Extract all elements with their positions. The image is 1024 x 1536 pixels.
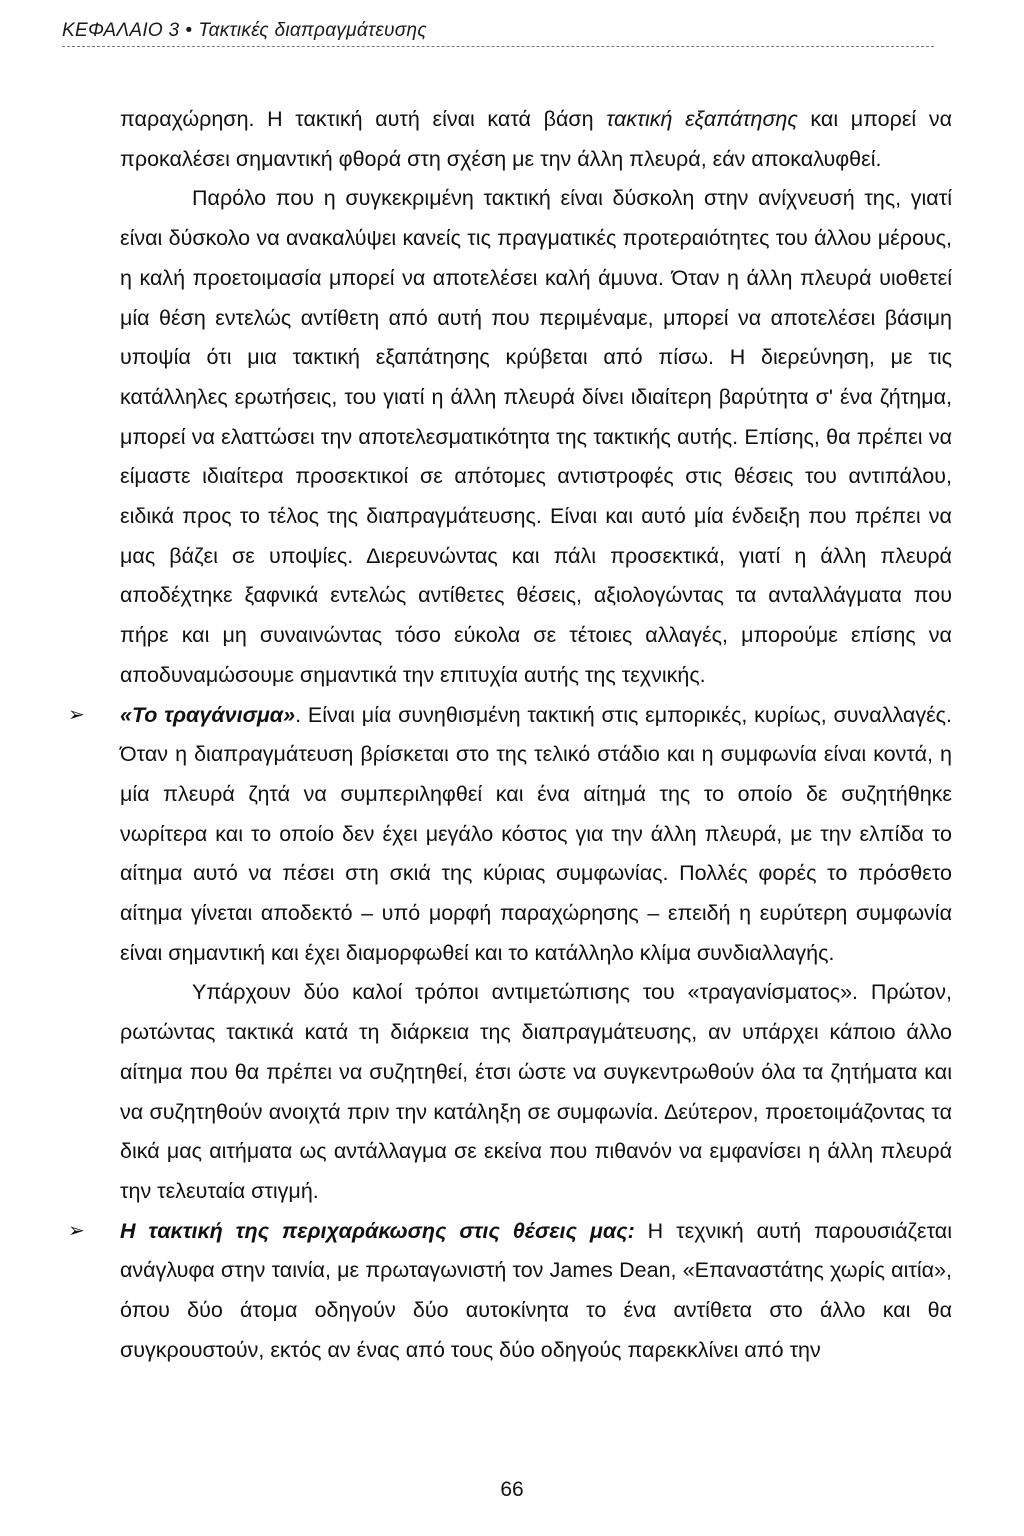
paragraph-1	[120, 100, 952, 179]
chapter-label: ΚΕΦΑΛΑΙΟ 3	[62, 20, 180, 41]
paragraph-1-text-a: παραχώρηση. Η τακτική αυτή είναι κατά βάση	[120, 107, 607, 131]
bullet-term-nibbling: «Το τραγάνισμα»	[120, 702, 296, 727]
arrow-bullet-icon: ➢	[68, 703, 85, 726]
bullet-item-nibbling	[68, 696, 953, 974]
bullet-text-nibbling: . Είναι μία συνηθισμένη τακτική στις εμπορικές, κυρίως, συναλλαγές. Όταν η διαπραγμάτευση βρίσκεται στο της τελικό στάδιο και η συμφωνία είναι κοντά, η μία πλευρά ζητά να συμπεριληφθεί και ένα αίτημά της το οποίο δε συζητήθηκε νωρίτερα και το οποίο δεν έχει μεγάλο κόστος για την άλλη πλευρά, με την ελπίδα το αίτημα αυτό να πέσει στη σκιά της κύριας συμφωνίας. Πολλές φορές το πρόσθετο αίτημα γίνεται αποδεκτό – υπό μορφή παραχώρησης – επειδή η ευρύτερη συμφωνία είναι σημαντική και έχει διαμορφωθεί και το κατάλληλο κλίμα συνδιαλλαγής.	[120, 702, 953, 965]
paragraph-1-text-c: και μπορεί να προκαλέσει σημαντική φθορά στη σχέση με την άλλη πλευρά, εάν αποκαλυφθεί.	[120, 107, 953, 171]
page-number: 66	[500, 1478, 524, 1501]
arrow-bullet-icon: ➢	[68, 1219, 85, 1242]
bullet-term-entrenchment: Η τακτική της περιχαράκωσης στις θέσεις μας:	[120, 1218, 635, 1243]
running-header	[62, 20, 427, 42]
body-text	[68, 100, 953, 1371]
term-deception-tactic: τακτική εξαπάτησης	[606, 107, 798, 131]
header-rule	[62, 46, 934, 47]
bullet-item-entrenchment	[68, 1212, 952, 1371]
paragraph-2: Παρόλο που η συγκεκριμένη τακτική είναι δύσκολη στην ανίχνευσή της, γιατί είναι δύσκολο να ανακαλύψει κανείς τις πραγματικές προτεραιότητες του άλλου μέρους, η καλή προετοιμασία μπορεί να αποτελέσει καλή άμυνα. Όταν η άλλη πλευρά υιοθετεί μία θέση εντελώς αντίθετη από αυτή που περιμέναμε, μπορεί να αποτελέσει βάσιμη υποψία ότι μια τακτική εξαπάτησης κρύβεται από πίσω. Η διερεύνηση, με τις κατάλληλες ερωτήσεις, του γιατί η άλλη πλευρά δίνει ιδιαίτερη βαρύτητα σ' ένα ζήτημα, μπορεί να ελαττώσει την αποτελεσματικότητα της τακτικής αυτής. Επίσης, θα πρέπει να είμαστε ιδιαίτερα προσεκτικοί σε απότομες αντιστροφές στις θέσεις του αντιπάλου, ειδικά προς το τέλος της διαπραγμάτευσης. Είναι και αυτό μία ένδειξη που πρέπει να μας βάζει σε υποψίες. Διερευνώντας και πάλι προσεκτικά, γιατί η άλλη πλευρά αποδέχτηκε ξαφνικά εντελώς αντίθετες θέσεις, αξιολογώντας τα ανταλλάγματα που πήρε και μη συναινώντας τόσο εύκολα σε τέτοιες αλλαγές, μπορούμε επίσης να αποδυναμώσουμε σημαντικά την επιτυχία αυτής της τεχνικής.	[120, 186, 952, 687]
chapter-title: Τακτικές διαπραγμάτευσης	[198, 20, 427, 41]
header-separator: •	[185, 20, 193, 41]
paragraph-3: Υπάρχουν δύο καλοί τρόποι αντιμετώπισης του «τραγανίσματος». Πρώτον, ρωτώντας τακτικά κατά τη διάρκεια της διαπραγμάτευσης, αν υπάρχει κάποιο άλλο αίτημα που θα πρέπει να συζητηθεί, έτσι ώστε να συγκεντρωθούν όλα τα ζητήματα και να συζητηθούν ανοιχτά πριν την κατάληξη σε συμφωνία. Δεύτερον, προετοιμάζοντας τα δικά μας αιτήματα ως αντάλλαγμα σε εκείνα που πιθανόν να εμφανίσει η άλλη πλευρά την τελευταία στιγμή.	[120, 980, 952, 1203]
bullet-text-entrenchment: Η τεχνική αυτή παρουσιάζεται ανάγλυφα στην ταινία, με πρωταγωνιστή τον James Dean, «Επαναστάτης χωρίς αιτία», όπου δύο άτομα οδηγούν δύο αυτοκίνητα το ένα αντίθετα στο άλλο και θα συγκρουστούν, εκτός αν ένας από τους δύο οδηγούς παρεκκλίνει από την	[120, 1218, 952, 1362]
